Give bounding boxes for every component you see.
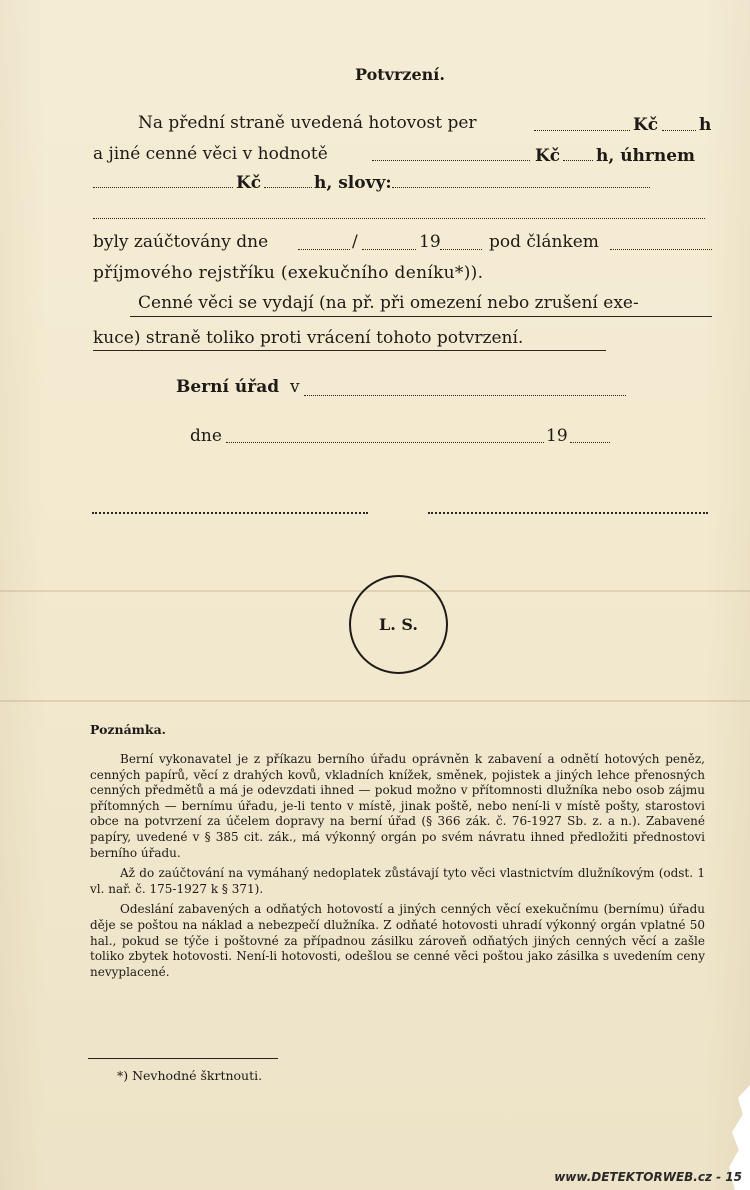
date-month-field[interactable] [362,249,416,250]
amount-field-kc[interactable] [534,130,630,131]
date-year-field[interactable] [440,249,482,250]
line1-text: Na přední straně uvedená hotovost per [138,113,477,133]
page-title: Potvrzení. [355,65,445,84]
footnote: *) Nevhodné škrtnouti. [117,1068,263,1083]
date-day-field[interactable] [298,249,350,250]
line5-slash: / [352,232,358,252]
note-body [90,752,705,980]
signature-line-left[interactable] [92,512,368,514]
words-field-continuation[interactable] [93,218,705,219]
line5-year: 19 [419,232,441,252]
line7-text: Cenné věci se vydají (na př. při omezení nebo zrušení exe- [138,293,639,313]
words-field[interactable] [392,187,650,188]
line5-clanek: pod článkem [489,232,599,252]
seal-label: L. S. [379,615,418,634]
date-year: 19 [546,426,568,446]
line3-h-slovy: h, slovy: [314,173,392,193]
total-field-h[interactable] [264,187,312,188]
line6-text: příjmového rejstříku (exekučního deníku*)). [93,263,484,283]
signature-date-field[interactable] [226,442,544,443]
date-label: dne [190,426,222,446]
underline-8 [93,350,606,351]
fold-crease [0,700,750,702]
total-field-kc[interactable] [93,187,233,188]
office-v: v [290,377,300,397]
note-paragraph-2: Až do zaúčtování na vymáhaný nedoplatek zůstávají tyto věci vlastnictvím dlužníkovým (odst. 1 vl. nař. č. 175-1927 k § 371). [90,866,705,896]
value-field-h[interactable] [563,160,593,161]
value-field-kc[interactable] [372,160,530,161]
article-field[interactable] [610,249,712,250]
line2-kc: Kč [535,146,561,166]
amount-field-h[interactable] [662,130,696,131]
note-heading: Poznámka. [90,722,167,737]
line1-kc: Kč [633,115,659,135]
office-field[interactable] [304,395,626,396]
underline-7 [130,316,712,317]
line8-text: kuce) straně toliko proti vrácení tohoto potvrzení. [93,328,524,348]
signature-line-right[interactable] [428,512,708,514]
note-paragraph-3: Odeslání zabavených a odňatých hotovostí a jiných cenných věcí exekučnímu (bernímu) úřadu děje se poštou na náklad a nebezpečí dlužníka. Z odňaté hotovosti uhradí výkonný orgán vplatné 50 hal., pokud se týče i poštovné za případnou zásilku zároveň odňatých jiných cenných věcí a zašle toliko zbytek hotovosti. Není-li hotovosti, odešlou se cenné věci poštou jako zásilka s uvedením ceny nevyplacené. [90,902,705,979]
seal-circle [349,575,448,674]
watermark: www.DETEKTORWEB.cz - 15 [554,1170,742,1184]
line2-h-uhrnem: h, úhrnem [596,146,696,166]
note-paragraph-1: Berní vykonavatel je z příkazu berního úřadu oprávněn k zabavení a odnětí hotových peněz, cenných papírů, věcí z drahých kovů, vkladních knížek, směnek, pojistek a jiných lehce přenosných cenných předmětů a má je odevzdati ihned — pokud možno v přítomnosti dlužníka nebo osob zájmu přítomných — bernímu úřadu, je-li tento v místě, jinak poště, nebo není-li v místě pošty, starostovi obce na potvrzení za účelem dopravy na berní úřad (§ 366 zák. č. 76-1927 Sb. z. a n.). Zabavené papíry, uvedené v § 385 cit. zák., má výkonný orgán po svém návratu ihned předložiti přednostovi berního úřadu. [90,752,705,860]
office-label: Berní úřad [176,377,280,397]
line5-text: byly zaúčtovány dne [93,232,269,252]
line2-text: a jiné cenné věci v hodnotě [93,144,328,164]
footnote-rule [88,1058,278,1059]
signature-year-field[interactable] [570,442,610,443]
line3-kc: Kč [236,173,262,193]
line1-h: h [699,115,712,135]
